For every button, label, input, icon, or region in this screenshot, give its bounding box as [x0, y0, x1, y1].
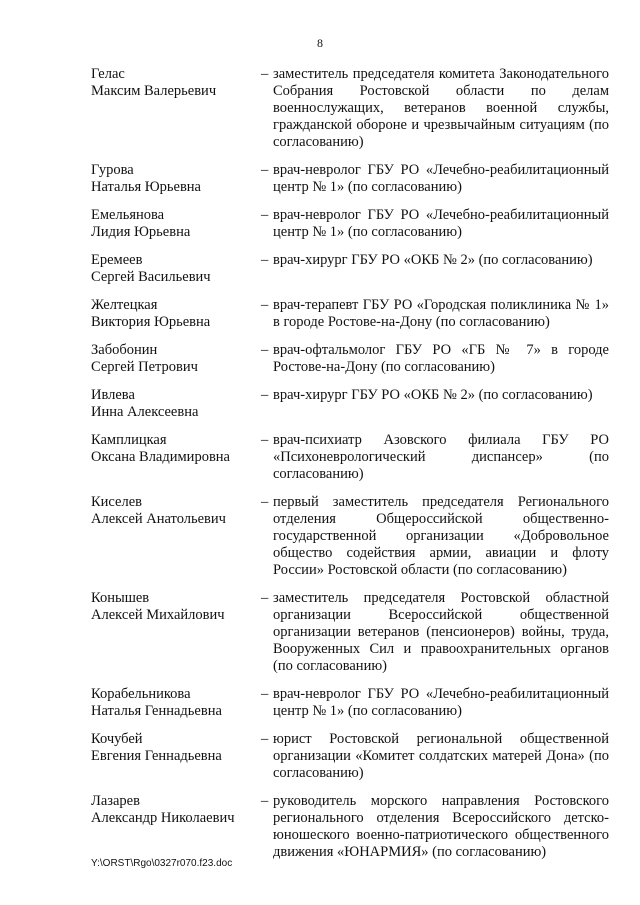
member-role: юрист Ростовской региональной общественной организации «Комитет солдатских матерей Дона» (по согласованию)	[273, 731, 609, 781]
surname: Камплицкая	[91, 432, 167, 448]
dash: –	[261, 793, 269, 809]
file-path-footer: Y:\ORST\Rgo\0327r070.f23.doc	[91, 858, 233, 869]
dash: –	[261, 387, 269, 403]
member-name	[91, 432, 261, 483]
member-role: врач-невролог ГБУ РО «Лечебно-реабилитационный центр № 1» (по согласованию)	[273, 207, 609, 240]
dash: –	[261, 494, 269, 510]
surname: Киселев	[91, 494, 142, 510]
member-name	[91, 207, 261, 241]
member-name	[91, 66, 261, 151]
surname: Кочубей	[91, 731, 143, 747]
given-names: Сергей Васильевич	[91, 269, 211, 285]
dash: –	[261, 731, 269, 747]
given-names: Наталья Геннадьевна	[91, 703, 222, 719]
given-names: Евгения Геннадьевна	[91, 748, 222, 764]
given-names: Максим Валерьевич	[91, 83, 217, 99]
member-role: врач-офтальмолог ГБУ РО «ГБ № 7» в городе Ростове-на-Дону (по согласованию)	[273, 342, 609, 375]
dash: –	[261, 162, 269, 178]
member-name	[91, 494, 261, 579]
member-name	[91, 590, 261, 675]
member-role: врач-невролог ГБУ РО «Лечебно-реабилитационный центр № 1» (по согласованию)	[273, 162, 609, 195]
page-number: 8	[317, 36, 323, 50]
dash: –	[261, 432, 269, 448]
member-name	[91, 793, 261, 861]
dash: –	[261, 590, 269, 606]
list-item	[91, 494, 611, 579]
given-names: Алексей Михайлович	[91, 607, 225, 623]
member-name	[91, 252, 261, 286]
member-name	[91, 297, 261, 331]
given-names: Лидия Юрьевна	[91, 224, 191, 240]
member-role: заместитель председателя комитета Законодательного Собрания Ростовской области по делам военнослужащих, ветеранов военной службы, гражданской обороне и чрезвычайным ситуациям (по согласованию)	[273, 66, 609, 150]
list-item	[91, 162, 611, 196]
surname: Корабельникова	[91, 686, 191, 702]
list-item	[91, 66, 611, 151]
given-names: Алексей Анатольевич	[91, 511, 226, 527]
list-item	[91, 252, 611, 286]
list-item	[91, 793, 611, 861]
surname: Забобонин	[91, 342, 158, 358]
list-item	[91, 297, 611, 331]
members-list	[91, 66, 611, 872]
member-role: первый заместитель председателя Регионального отделения Общероссийской общественно-государственной организации «Добровольное общество содействия армии, авиации и флоту России» Ростовской области (по согласованию)	[273, 494, 609, 578]
member-role: заместитель председателя Ростовской областной организации Всероссийской общественной организации ветеранов (пенсионеров) войны, труда, Вооруженных Сил и правоохранительных органов (по согласованию)	[273, 590, 609, 674]
member-role: врач-невролог ГБУ РО «Лечебно-реабилитационный центр № 1» (по согласованию)	[273, 686, 609, 719]
surname: Емельянова	[91, 207, 165, 223]
member-name	[91, 387, 261, 421]
dash: –	[261, 342, 269, 358]
list-item	[91, 731, 611, 782]
surname: Еремеев	[91, 252, 143, 268]
dash: –	[261, 297, 269, 313]
member-role: врач-терапевт ГБУ РО «Городская поликлиника № 1» в городе Ростове-на-Дону (по согласованию)	[273, 297, 609, 330]
surname: Желтецкая	[91, 297, 158, 313]
given-names: Оксана Владимировна	[91, 449, 230, 465]
surname: Гурова	[91, 162, 134, 178]
dash: –	[261, 686, 269, 702]
member-name	[91, 342, 261, 376]
list-item	[91, 342, 611, 376]
member-role: врач-хирург ГБУ РО «ОКБ № 2» (по согласованию)	[273, 387, 593, 403]
list-item	[91, 590, 611, 675]
given-names: Наталья Юрьевна	[91, 179, 201, 195]
given-names: Виктория Юрьевна	[91, 314, 211, 330]
dash: –	[261, 252, 269, 268]
member-role: врач-психиатр Азовского филиала ГБУ РО «Психоневрологический диспансер» (по согласованию)	[273, 432, 609, 482]
member-name	[91, 731, 261, 782]
given-names: Инна Алексеевна	[91, 404, 199, 420]
list-item	[91, 387, 611, 421]
list-item	[91, 686, 611, 720]
list-item	[91, 207, 611, 241]
surname: Конышев	[91, 590, 150, 606]
surname: Лазарев	[91, 793, 140, 809]
list-item	[91, 432, 611, 483]
member-name	[91, 162, 261, 196]
dash: –	[261, 207, 269, 223]
given-names: Сергей Петрович	[91, 359, 198, 375]
surname: Ивлева	[91, 387, 135, 403]
member-role: руководитель морского направления Ростовского регионального отделения Всероссийского детско-юношеского военно-патриотического общественного движения «ЮНАРМИЯ» (по согласованию)	[273, 793, 609, 860]
member-name	[91, 686, 261, 720]
given-names: Александр Николаевич	[91, 810, 235, 826]
surname: Гелас	[91, 66, 125, 82]
member-role: врач-хирург ГБУ РО «ОКБ № 2» (по согласованию)	[273, 252, 593, 268]
dash: –	[261, 66, 269, 82]
